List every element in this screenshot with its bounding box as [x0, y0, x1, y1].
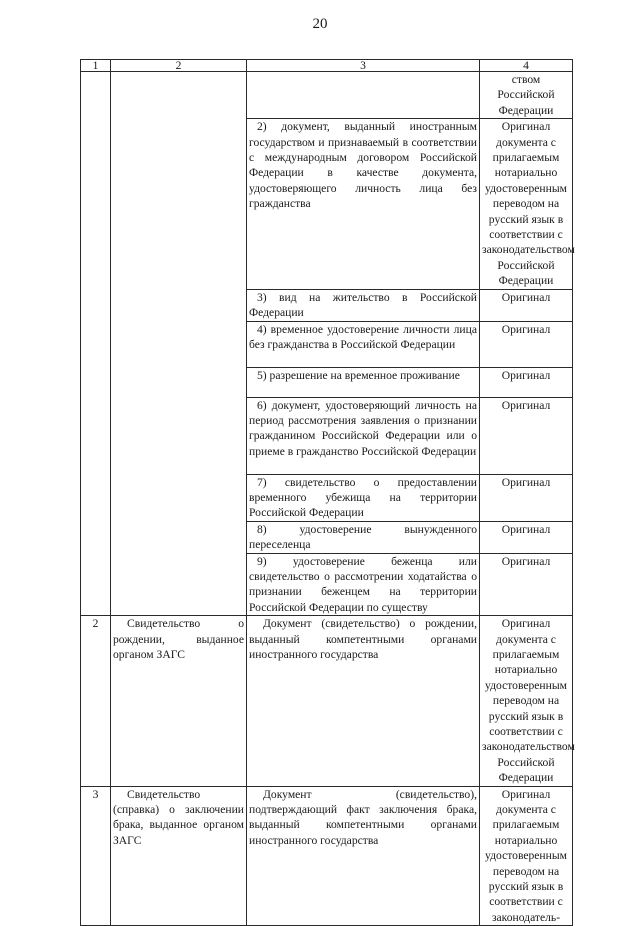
table-header-row — [81, 60, 573, 72]
table-row — [81, 616, 573, 786]
requirement-cell: Оригинал документа с прилагаемым нотариально удостоверенным переводом на русский язык в соответствии с законодательством Российской Федерации — [480, 616, 573, 786]
row-number-cell: 3 — [81, 786, 111, 926]
pass-document-cell — [111, 72, 247, 616]
column-header: 4 — [480, 60, 573, 72]
requirement-cell: ством Российской Федерации — [480, 72, 573, 119]
requirement-cell: Оригинал — [480, 321, 573, 367]
requirement-cell: Оригинал документа с прилагаемым нотариально удостоверенным переводом на русский язык в соответствии с законодатель- — [480, 786, 573, 926]
column-header: 3 — [247, 60, 480, 72]
foreign-document-cell: 9) удостоверение беженца или свидетельство о рассмотрении ходатайства о признании беженцем на территории Российской Федерации по существу — [247, 553, 480, 616]
page-number: 20 — [312, 16, 328, 32]
foreign-document-cell: 8) удостоверение вынужденного переселенца — [247, 521, 480, 553]
column-header: 1 — [81, 60, 111, 72]
foreign-document-cell: Документ (свидетельство) о рождении, выданный компетентными органами иностранного государства — [247, 616, 480, 786]
requirement-cell: Оригинал документа с прилагаемым нотариально удостоверенным переводом на русский язык в соответствии с законодательством Российской Федерации — [480, 119, 573, 289]
requirement-cell: Оригинал — [480, 474, 573, 521]
documents-table — [80, 59, 573, 926]
table-row — [81, 72, 573, 119]
requirement-cell: Оригинал — [480, 367, 573, 397]
foreign-document-cell: 7) свидетельство о предоставлении временного убежища на территории Российской Федерации — [247, 474, 480, 521]
foreign-document-cell: Документ (свидетельство), подтверждающий факт заключения брака, выданный компетентными органами иностранного государства — [247, 786, 480, 926]
table-row — [81, 786, 573, 926]
foreign-document-cell — [247, 72, 480, 119]
foreign-document-cell: 2) документ, выданный иностранным государством и признаваемый в соответствии с международным договором Российской Федерации в качестве документа, удостоверяющего личность лица без гражданства — [247, 119, 480, 289]
column-header: 2 — [111, 60, 247, 72]
requirement-cell: Оригинал — [480, 397, 573, 474]
foreign-document-cell: 3) вид на жительство в Российской Федерации — [247, 289, 480, 321]
row-number-cell: 2 — [81, 616, 111, 786]
foreign-document-cell: 5) разрешение на временное проживание — [247, 367, 480, 397]
row-number-cell — [81, 72, 111, 616]
requirement-cell: Оригинал — [480, 521, 573, 553]
foreign-document-cell: 6) документ, удостоверяющий личность на период рассмотрения заявления о признании гражданином Российской Федерации или о приеме в гражданство Российской Федерации — [247, 397, 480, 474]
requirement-cell: Оригинал — [480, 289, 573, 321]
pass-document-cell: Свидетельство (справка) о заключении брака, выданное органом ЗАГС — [111, 786, 247, 926]
requirement-cell: Оригинал — [480, 553, 573, 616]
foreign-document-cell: 4) временное удостоверение личности лица без гражданства в Российской Федерации — [247, 321, 480, 367]
pass-document-cell: Свидетельство о рождении, выданное органом ЗАГС — [111, 616, 247, 786]
